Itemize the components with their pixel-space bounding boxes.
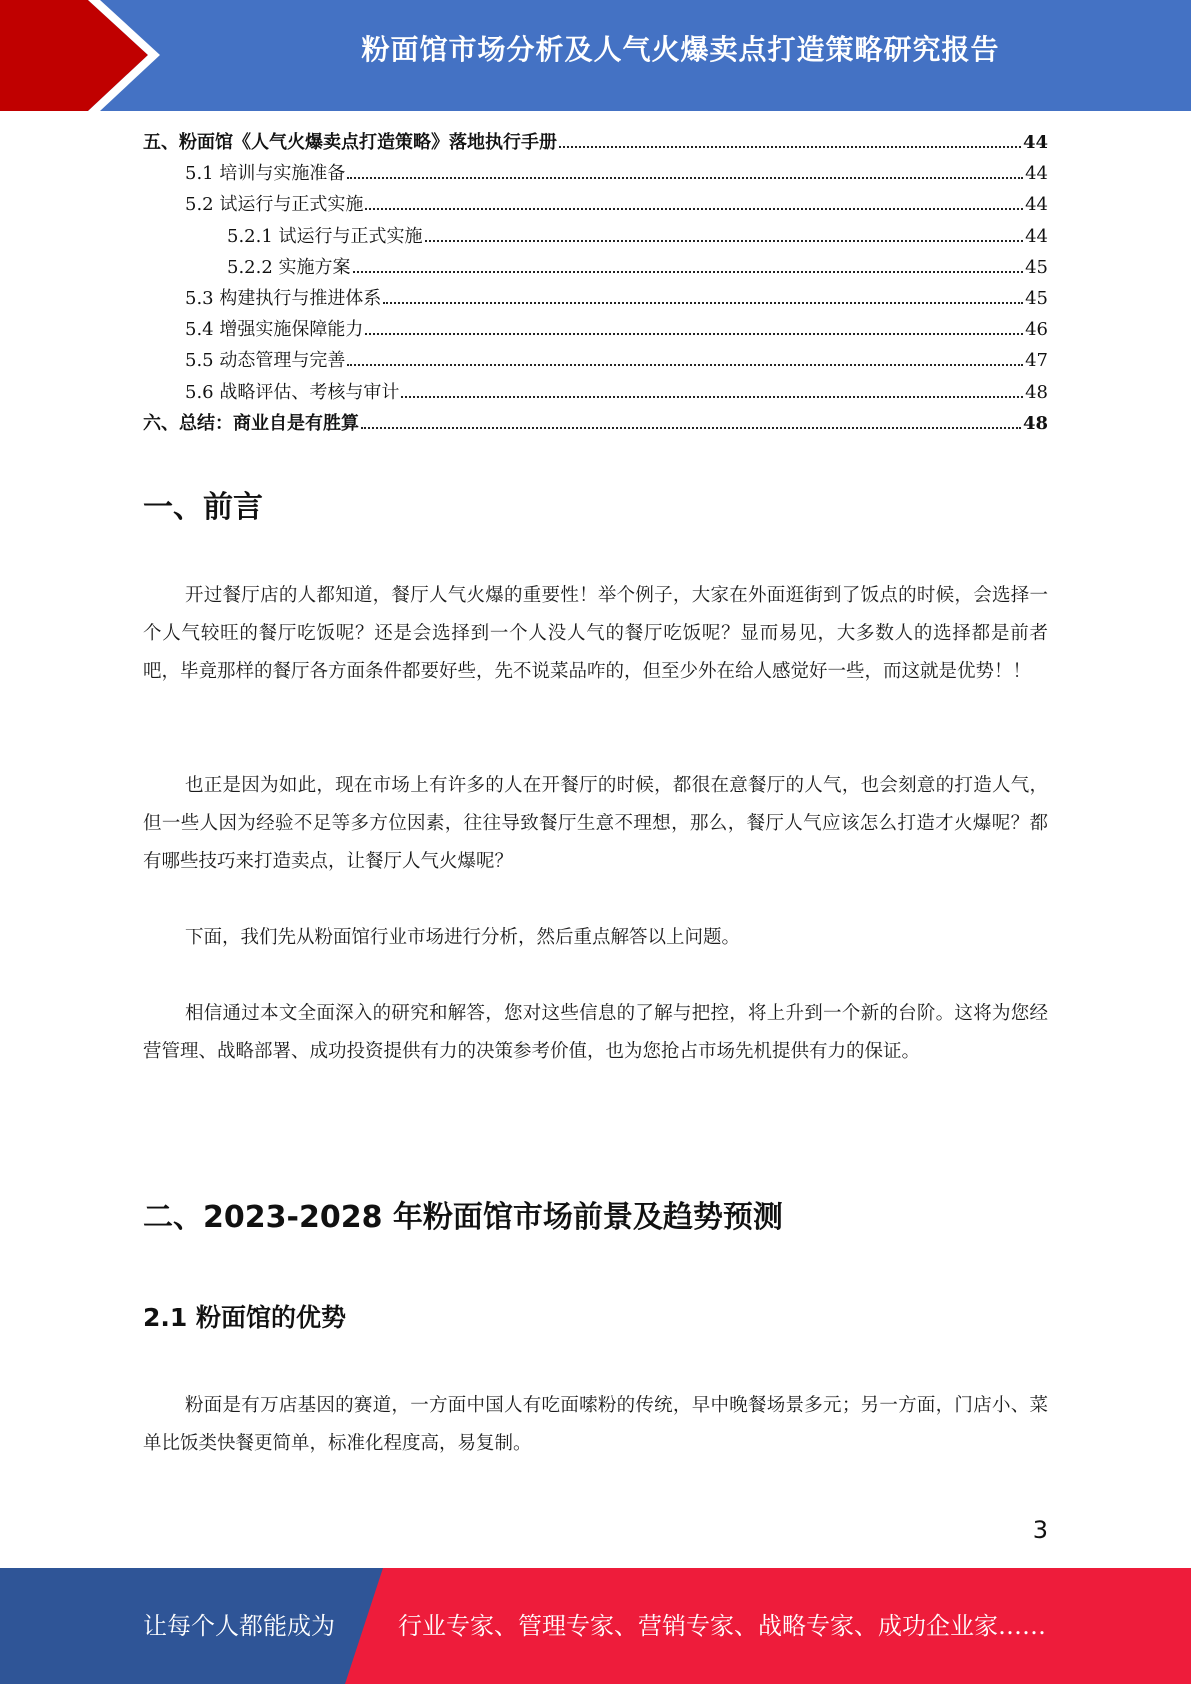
toc-item-label: 5.6 战略评估、考核与审计 — [185, 381, 400, 403]
toc-item-label: 五、粉面馆《人气火爆卖点打造策略》落地执行手册 — [143, 132, 557, 153]
paragraph: 也正是因为如此，现在市场上有许多的人在开餐厅的时候，都很在意餐厅的人气，也会刻意的打造人气，但一些人因为经验不足等多方位因素，往往导致餐厅生意不理想，那么，餐厅人气应该怎么打造才火爆呢？都有哪些技巧来打造卖点，让餐厅人气火爆呢？ — [143, 775, 1048, 872]
section-heading-market-outlook: 二、2023-2028 年粉面馆市场前景及趋势预测 — [143, 1200, 783, 1235]
footer-slogan-right: 行业专家、管理专家、营销专家、战略专家、成功企业家…… — [398, 1612, 1046, 1640]
toc-dot-leader — [361, 426, 1021, 429]
footer-slogan-left: 让每个人都能成为 — [143, 1612, 335, 1640]
toc-item-label: 5.4 增强实施保障能力 — [185, 319, 364, 341]
toc-dot-leader — [365, 332, 1023, 335]
page-footer — [0, 1568, 1191, 1684]
toc-item[interactable] — [143, 378, 1048, 409]
toc-item-page: 45 — [1025, 287, 1048, 309]
toc-item-label: 5.2.1 试运行与正式实施 — [227, 225, 423, 247]
toc-item-page: 44 — [1025, 163, 1048, 185]
toc-item-page: 44 — [1025, 225, 1048, 247]
toc-item-label: 5.3 构建执行与推进体系 — [185, 287, 382, 309]
toc-item-label: 5.5 动态管理与完善 — [185, 350, 346, 372]
toc-item[interactable] — [143, 253, 1048, 284]
paragraph: 开过餐厅店的人都知道，餐厅人气火爆的重要性！举个例子，大家在外面逛街到了饭点的时候，会选择一个人气较旺的餐厅吃饭呢？还是会选择到一个人没人气的餐厅吃饭呢？显而易见，大多数人的选择都是前者吧，毕竟那样的餐厅各方面条件都要好些，先不说菜品咋的，但至少外在给人感觉好一些，而这就是优势！！ — [143, 585, 1048, 682]
toc-dot-leader — [347, 176, 1023, 179]
toc-dot-leader — [383, 301, 1023, 304]
toc-item-label: 5.2 试运行与正式实施 — [185, 194, 364, 216]
report-title: 粉面馆市场分析及人气火爆卖点打造策略研究报告 — [361, 33, 1000, 66]
toc-item-page: 44 — [1025, 194, 1048, 216]
header-arrow-decoration — [0, 0, 160, 111]
paragraph: 相信通过本文全面深入的研究和解答，您对这些信息的了解与把控，将上升到一个新的台阶。这将为您经营管理、战略部署、成功投资提供有力的决策参考价值，也为您抢占市场先机提供有力的保证。 — [143, 1003, 1048, 1062]
table-of-contents — [143, 128, 1048, 440]
toc-dot-leader — [353, 270, 1024, 273]
section-heading-preface: 一、前言 — [143, 490, 263, 525]
toc-item-page: 48 — [1025, 381, 1048, 403]
toc-dot-leader — [347, 363, 1023, 366]
toc-item-page: 44 — [1022, 132, 1048, 153]
page-number: 3 — [1032, 1516, 1048, 1544]
toc-item[interactable] — [143, 315, 1048, 346]
toc-item[interactable] — [143, 409, 1048, 440]
toc-item-page: 48 — [1022, 412, 1048, 434]
subsection-heading-advantages: 2.1 粉面馆的优势 — [143, 1303, 346, 1332]
toc-item[interactable] — [143, 159, 1048, 190]
toc-item[interactable] — [143, 284, 1048, 315]
toc-dot-leader — [425, 239, 1024, 242]
toc-item[interactable] — [143, 190, 1048, 221]
toc-item[interactable] — [143, 346, 1048, 377]
toc-item-page: 45 — [1025, 256, 1048, 278]
toc-item-page: 46 — [1025, 319, 1048, 341]
toc-dot-leader — [401, 395, 1023, 398]
paragraph: 粉面是有万店基因的赛道，一方面中国人有吃面嗦粉的传统，早中晚餐场景多元；另一方面，门店小、菜单比饭类快餐更简单，标准化程度高，易复制。 — [143, 1395, 1048, 1454]
paragraph: 下面，我们先从粉面馆行业市场进行分析，然后重点解答以上问题。 — [185, 927, 741, 948]
toc-item-label: 六、总结：商业自是有胜算 — [143, 412, 359, 434]
toc-dot-leader — [365, 207, 1023, 210]
toc-item-label: 5.2.2 实施方案 — [227, 256, 351, 278]
toc-item[interactable] — [143, 222, 1048, 253]
toc-dot-leader — [559, 145, 1021, 148]
toc-item-label: 5.1 培训与实施准备 — [185, 163, 346, 185]
page-header — [0, 0, 1191, 111]
toc-item[interactable] — [143, 128, 1048, 159]
toc-item-page: 47 — [1025, 350, 1048, 372]
